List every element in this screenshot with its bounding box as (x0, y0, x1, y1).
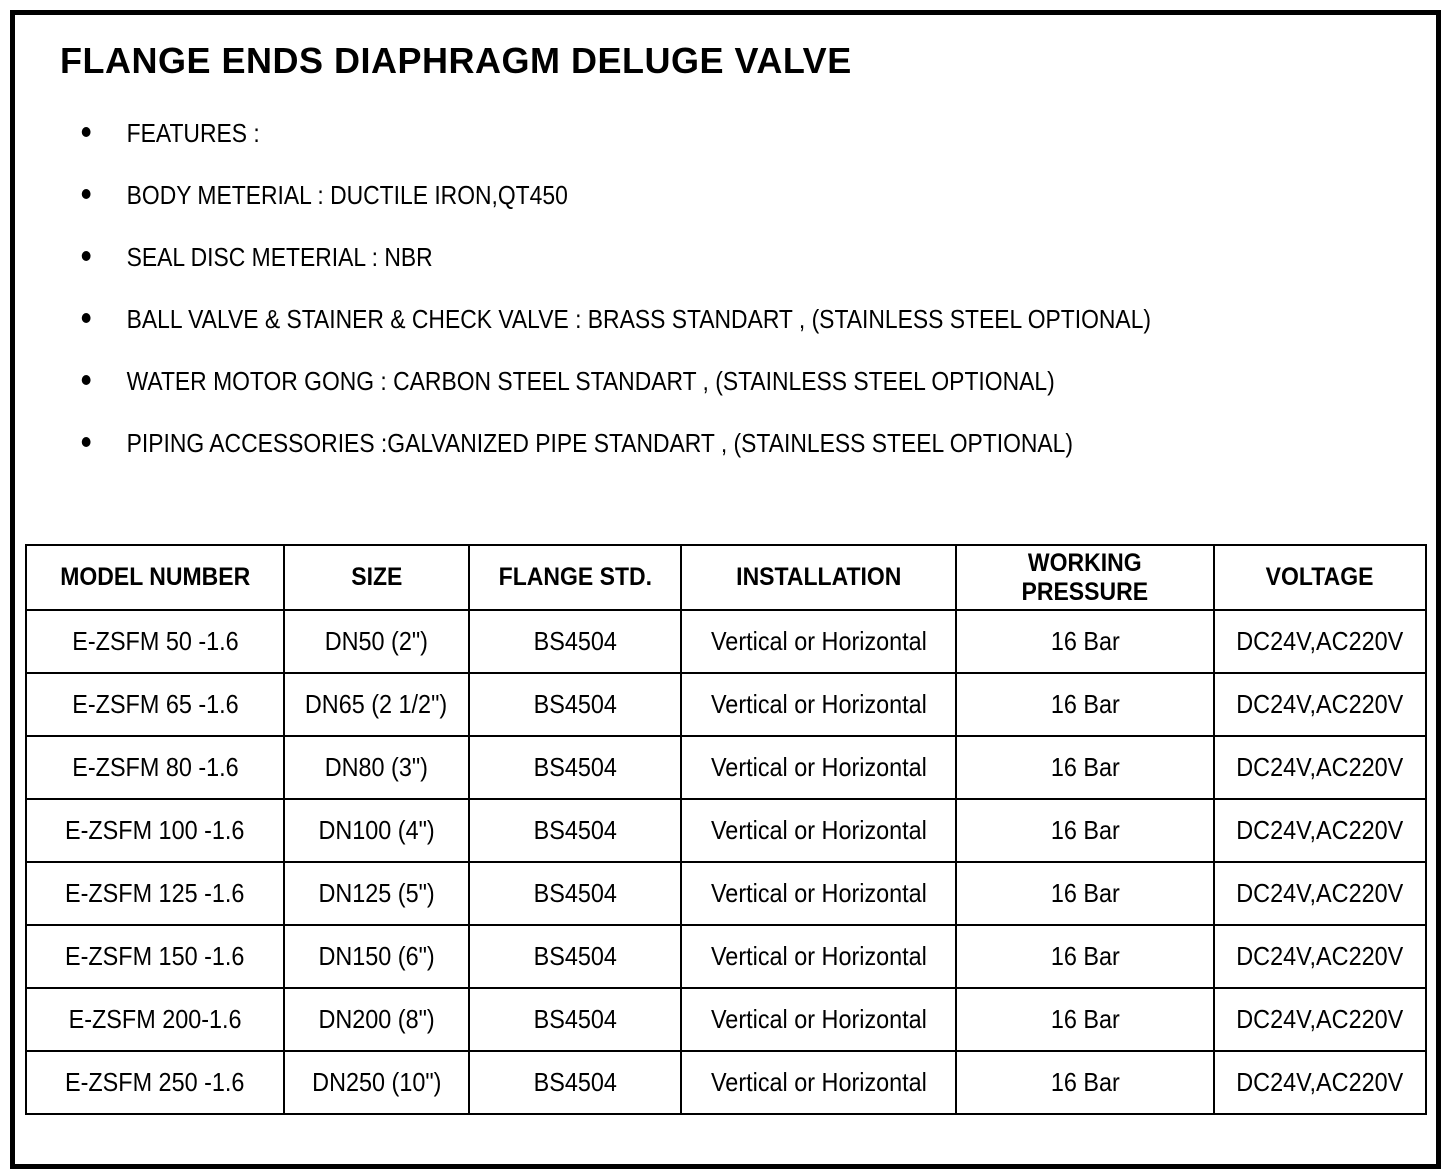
cell-voltage: DC24V,AC220V (1214, 862, 1426, 925)
cell-installation: Vertical or Horizontal (681, 862, 956, 925)
cell-size: DN250 (10") (284, 1051, 469, 1114)
header-working-pressure (956, 545, 1214, 610)
cell-flange-std: BS4504 (469, 736, 681, 799)
feature-text: BALL VALVE & STAINER & CHECK VALVE : BRASS STANDART , (STAINLESS STEEL OPTIONAL) (126, 304, 1152, 334)
cell-installation: Vertical or Horizontal (681, 1051, 956, 1114)
spec-table (25, 544, 1427, 1115)
cell-working-pressure: 16 Bar (956, 862, 1214, 925)
table-row (26, 1051, 1426, 1114)
feature-text: SEAL DISC METERIAL : NBR (126, 242, 433, 272)
table-row (26, 673, 1426, 736)
header-voltage: VOLTAGE (1214, 545, 1426, 610)
feature-text: FEATURES : (126, 118, 260, 148)
cell-size: DN200 (8") (284, 988, 469, 1051)
cell-working-pressure: 16 Bar (956, 610, 1214, 673)
header-working-pressure-line1: WORKING (1028, 548, 1142, 577)
bullet-icon (82, 313, 91, 323)
cell-voltage: DC24V,AC220V (1214, 988, 1426, 1051)
table-header-row (26, 545, 1426, 610)
cell-working-pressure: 16 Bar (956, 1051, 1214, 1114)
bullet-icon (82, 127, 91, 137)
cell-model-number: E-ZSFM 125 -1.6 (26, 862, 284, 925)
table-row (26, 799, 1426, 862)
header-flange-std: FLANGE STD. (469, 545, 681, 610)
header-working-pressure-line2: PRESSURE (1021, 577, 1149, 606)
cell-model-number: E-ZSFM 80 -1.6 (26, 736, 284, 799)
bullet-icon (82, 375, 91, 385)
cell-working-pressure: 16 Bar (956, 988, 1214, 1051)
cell-model-number: E-ZSFM 250 -1.6 (26, 1051, 284, 1114)
cell-size: DN65 (2 1/2") (284, 673, 469, 736)
cell-model-number: E-ZSFM 200-1.6 (26, 988, 284, 1051)
table-row (26, 610, 1426, 673)
cell-size: DN100 (4") (284, 799, 469, 862)
bullet-icon (82, 251, 91, 261)
header-size: SIZE (284, 545, 469, 610)
cell-working-pressure: 16 Bar (956, 673, 1214, 736)
cell-working-pressure: 16 Bar (956, 799, 1214, 862)
cell-voltage: DC24V,AC220V (1214, 673, 1426, 736)
cell-model-number: E-ZSFM 100 -1.6 (26, 799, 284, 862)
cell-flange-std: BS4504 (469, 862, 681, 925)
cell-working-pressure: 16 Bar (956, 925, 1214, 988)
cell-installation: Vertical or Horizontal (681, 610, 956, 673)
cell-size: DN150 (6") (284, 925, 469, 988)
cell-voltage: DC24V,AC220V (1214, 925, 1426, 988)
cell-installation: Vertical or Horizontal (681, 799, 956, 862)
cell-flange-std: BS4504 (469, 925, 681, 988)
cell-installation: Vertical or Horizontal (681, 673, 956, 736)
header-installation: INSTALLATION (681, 545, 956, 610)
bullet-icon (82, 189, 91, 199)
cell-size: DN50 (2") (284, 610, 469, 673)
feature-text: BODY METERIAL : DUCTILE IRON,QT450 (126, 180, 568, 210)
cell-size: DN125 (5") (284, 862, 469, 925)
cell-installation: Vertical or Horizontal (681, 736, 956, 799)
cell-flange-std: BS4504 (469, 988, 681, 1051)
table-row (26, 988, 1426, 1051)
cell-model-number: E-ZSFM 50 -1.6 (26, 610, 284, 673)
cell-voltage: DC24V,AC220V (1214, 610, 1426, 673)
cell-flange-std: BS4504 (469, 673, 681, 736)
feature-text: WATER MOTOR GONG : CARBON STEEL STANDART , (STAINLESS STEEL OPTIONAL) (126, 366, 1055, 396)
cell-voltage: DC24V,AC220V (1214, 1051, 1426, 1114)
cell-size: DN80 (3") (284, 736, 469, 799)
cell-model-number: E-ZSFM 65 -1.6 (26, 673, 284, 736)
cell-working-pressure: 16 Bar (956, 736, 1214, 799)
header-model-number: MODEL NUMBER (26, 545, 284, 610)
cell-model-number: E-ZSFM 150 -1.6 (26, 925, 284, 988)
table-row (26, 862, 1426, 925)
cell-installation: Vertical or Horizontal (681, 925, 956, 988)
cell-installation: Vertical or Horizontal (681, 988, 956, 1051)
cell-flange-std: BS4504 (469, 610, 681, 673)
bullet-icon (82, 437, 91, 447)
cell-voltage: DC24V,AC220V (1214, 799, 1426, 862)
table-row (26, 925, 1426, 988)
cell-flange-std: BS4504 (469, 799, 681, 862)
feature-text: PIPING ACCESSORIES :GALVANIZED PIPE STANDART , (STAINLESS STEEL OPTIONAL) (126, 428, 1074, 458)
page-title: FLANGE ENDS DIAPHRAGM DELUGE VALVE (60, 40, 852, 81)
table-row (26, 736, 1426, 799)
cell-voltage: DC24V,AC220V (1214, 736, 1426, 799)
cell-flange-std: BS4504 (469, 1051, 681, 1114)
